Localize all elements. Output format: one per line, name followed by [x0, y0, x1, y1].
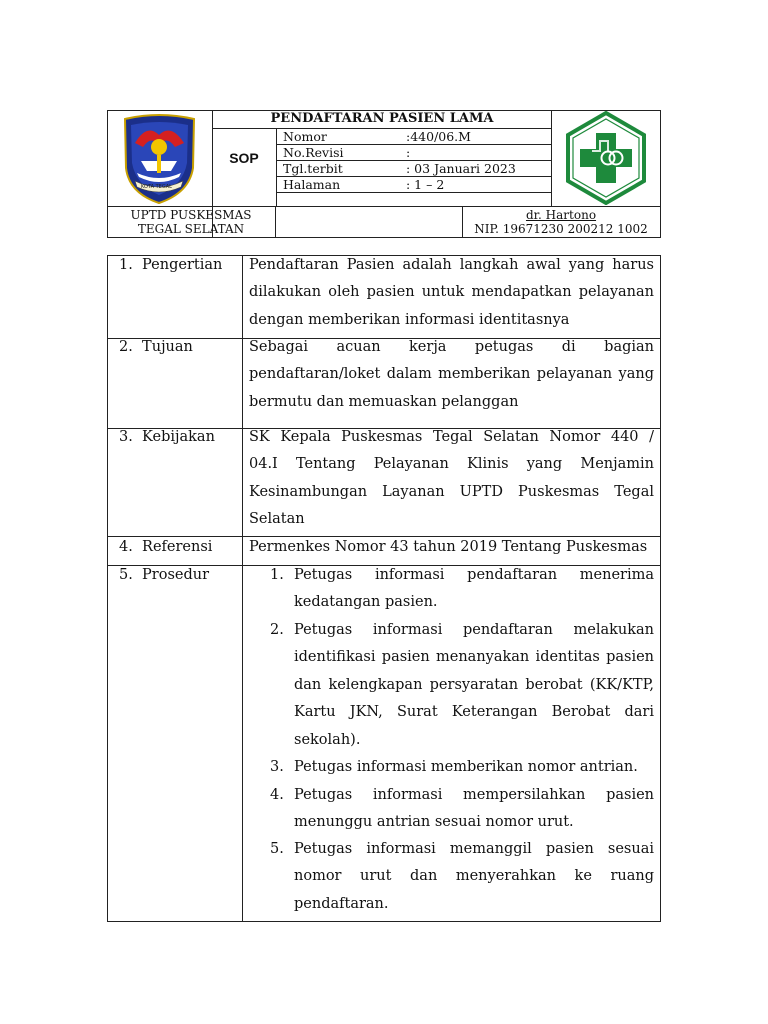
text-line: Petugas informasi mempersilahkan pasien — [294, 787, 654, 803]
row-content-pengertian — [249, 252, 654, 334]
row-label-kebijakan: 3. Kebijakan — [119, 429, 215, 445]
row-content-tujuan — [249, 334, 654, 416]
text-line: Selatan — [249, 511, 305, 528]
row-label-tujuan: 2. Tujuan — [119, 339, 193, 355]
step-number: 3. — [270, 759, 284, 775]
sop-label: SOP — [229, 150, 259, 166]
text-line: pendaftaran. — [294, 895, 389, 912]
text-line: sekolah). — [294, 731, 361, 748]
field-label-tgl: Tgl.terbit — [283, 161, 343, 176]
field-value-tgl: : 03 Januari 2023 — [406, 161, 516, 176]
field-label-revisi: No.Revisi — [283, 145, 344, 160]
row-label-pengertian: 1. Pengertian — [119, 257, 223, 273]
text-line: Petugas informasi memanggil pasien sesuai — [294, 841, 654, 857]
text-line: kedatangan pasien. — [294, 594, 438, 611]
field-label-halaman: Halaman — [283, 177, 341, 192]
text-line: nomor urut dan menyerahkan ke ruang — [294, 868, 654, 885]
row-content-referensi — [249, 534, 654, 561]
signer-name: dr. Hartono — [525, 208, 597, 222]
text-line: Pendaftaran Pasien adalah langkah awal yang harus — [249, 257, 654, 273]
text-line: Petugas informasi pendaftaran menerima — [294, 567, 654, 583]
text-line: pendaftaran/loket dalam memberikan pelayanan yang — [249, 366, 654, 383]
text-line: dengan memberikan informasi identitasnya — [249, 311, 570, 328]
text-line: identifikasi pasien menanyakan identitas pasien — [294, 649, 654, 666]
step-number: 5. — [270, 841, 284, 857]
text-line: SK Kepala Puskesmas Tegal Selatan Nomor 440 / — [249, 429, 654, 445]
step-number: 1. — [270, 567, 284, 583]
text-line: Sebagai acuan kerja petugas di bagian — [249, 339, 654, 355]
logo-motto: KOTA TEGAL — [141, 184, 172, 190]
coat-of-arms-logo — [117, 113, 202, 205]
procedure-step — [270, 562, 654, 617]
text-line: menunggu antrian sesuai nomor urut. — [294, 814, 574, 831]
text-line: Kesinambungan Layanan UPTD Puskesmas Tegal — [249, 483, 654, 500]
procedure-step — [270, 782, 654, 837]
text-line: bermutu dan memuaskan pelanggan — [249, 393, 519, 410]
field-value-nomor: :440/06.M — [406, 129, 471, 144]
puskesmas-logo — [564, 111, 648, 205]
field-value-halaman: : 1 – 2 — [406, 177, 445, 192]
row-label-prosedur: 5. Prosedur — [119, 567, 210, 583]
text-line: Kartu JKN, Surat Keterangan Berobat dari — [294, 704, 654, 721]
row-label-referensi: 4. Referensi — [119, 539, 213, 555]
text-line: Permenkes Nomor 43 tahun 2019 Tentang Puskesmas — [249, 539, 648, 555]
procedure-step — [270, 754, 654, 781]
text-line: dilakukan oleh pasien untuk mendapatkan pelayanan — [249, 284, 654, 301]
signer-nip: NIP. 19671230 200212 1002 — [474, 222, 648, 236]
text-line: Petugas informasi pendaftaran melakukan — [294, 622, 654, 638]
row-content-kebijakan — [249, 424, 654, 534]
procedure-step — [270, 836, 654, 918]
org-name-line2: TEGAL SELATAN — [137, 222, 245, 236]
document-title: PENDAFTARAN PASIEN LAMA — [270, 111, 494, 126]
text-line: 04.I Tentang Pelayanan Klinis yang Menjamin — [249, 456, 654, 473]
text-line: Petugas informasi memberikan nomor antrian. — [294, 759, 638, 775]
field-value-revisi: : — [406, 145, 411, 160]
step-number: 4. — [270, 787, 284, 803]
field-label-nomor: Nomor — [283, 129, 327, 144]
step-number: 2. — [270, 622, 284, 638]
org-name-line1: UPTD PUSKESMAS — [130, 208, 252, 222]
text-line: dan kelengkapan persyaratan berobat (KK/KTP, — [294, 676, 654, 693]
procedure-step — [270, 617, 654, 754]
